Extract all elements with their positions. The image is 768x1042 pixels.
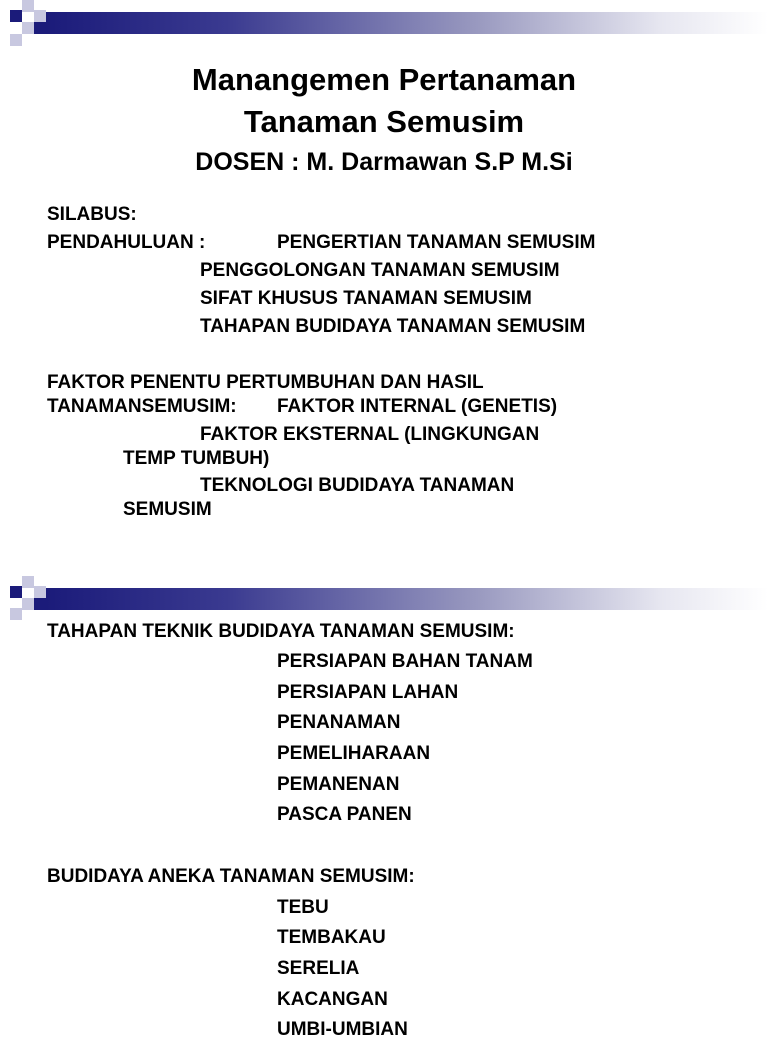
header-gradient-bar: [46, 588, 768, 610]
header-square-light: [34, 586, 46, 598]
header-square-dark: [34, 598, 46, 610]
tahapan-item: PENANAMAN: [277, 712, 401, 733]
faktor-item-continuation: SEMUSIM: [123, 499, 212, 520]
header-square-light: [22, 598, 34, 610]
pendahuluan-label: PENDAHULUAN :: [47, 232, 206, 253]
pendahuluan-item: PENGERTIAN TANAMAN SEMUSIM: [277, 232, 596, 253]
faktor-item: FAKTOR INTERNAL (GENETIS): [277, 396, 558, 417]
header-gradient-bar: [46, 12, 768, 34]
budidaya-item: UMBI-UMBIAN: [277, 1019, 408, 1040]
faktor-heading-line-1: FAKTOR PENENTU PERTUMBUHAN DAN HASIL: [47, 372, 484, 393]
budidaya-item: TEBU: [277, 897, 329, 918]
header-decoration: [0, 572, 768, 618]
header-square-light: [10, 608, 22, 620]
header-square-dark: [34, 22, 46, 34]
header-decoration: [0, 0, 768, 46]
budidaya-heading: BUDIDAYA ANEKA TANAMAN SEMUSIM:: [47, 866, 415, 887]
faktor-item: TEKNOLOGI BUDIDAYA TANAMAN: [200, 475, 515, 496]
slide-title-line-1: Manangemen Pertanaman: [191, 62, 577, 97]
tahapan-item: PERSIAPAN BAHAN TANAM: [277, 651, 533, 672]
tahapan-item: PASCA PANEN: [277, 804, 412, 825]
tahapan-item: PEMANENAN: [277, 774, 400, 795]
budidaya-item: SERELIA: [277, 958, 360, 979]
header-square-light: [22, 576, 34, 588]
pendahuluan-item: SIFAT KHUSUS TANAMAN SEMUSIM: [200, 288, 532, 309]
lecturer-name: DOSEN : M. Darmawan S.P M.Si: [195, 148, 573, 176]
tahapan-heading: TAHAPAN TEKNIK BUDIDAYA TANAMAN SEMUSIM:: [47, 621, 515, 642]
slide-2: [0, 572, 768, 1040]
header-square-light: [10, 34, 22, 46]
budidaya-item: KACANGAN: [277, 989, 388, 1010]
header-square-dark: [10, 10, 22, 22]
faktor-item: FAKTOR EKSTERNAL (LINGKUNGAN: [200, 424, 540, 445]
faktor-item-continuation: TEMP TUMBUH): [123, 448, 270, 469]
header-square-dark: [10, 586, 22, 598]
silabus-heading: SILABUS:: [47, 204, 137, 225]
tahapan-item: PEMELIHARAAN: [277, 743, 431, 764]
faktor-heading-line-2: TANAMANSEMUSIM:: [47, 396, 237, 417]
header-square-light: [22, 0, 34, 12]
pendahuluan-item: PENGGOLONGAN TANAMAN SEMUSIM: [200, 260, 560, 281]
slide-title-line-2: Tanaman Semusim: [243, 104, 525, 139]
tahapan-item: PERSIAPAN LAHAN: [277, 682, 459, 703]
header-square-light: [22, 22, 34, 34]
budidaya-item: TEMBAKAU: [277, 927, 386, 948]
header-square-light: [34, 10, 46, 22]
pendahuluan-item: TAHAPAN BUDIDAYA TANAMAN SEMUSIM: [200, 316, 586, 337]
